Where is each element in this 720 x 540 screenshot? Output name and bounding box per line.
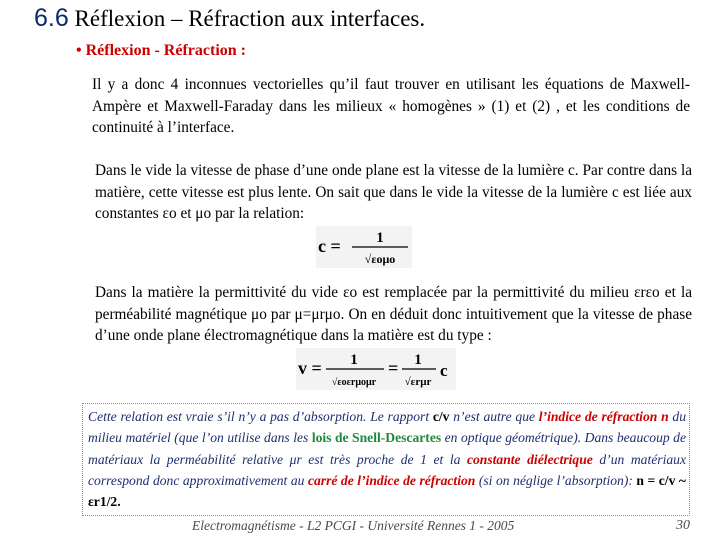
note-t3: n’est autre que xyxy=(449,409,539,424)
paragraph-1: Il y a donc 4 inconnues vectorielles qu’il faut trouver en utilisant les équations de Maxwell-Ampère et Maxwell-Faraday dans les milieux « homogènes » (1) et (2) , et les conditions de continuité à l’interface. xyxy=(92,76,690,136)
note-text xyxy=(88,406,686,512)
note-t8: constante diélectrique xyxy=(466,451,593,467)
formula-2-eq: = xyxy=(388,358,399,378)
section-number: 6.6 xyxy=(34,4,69,32)
formula-phase-velocity xyxy=(296,348,456,390)
formula-2-num2: 1 xyxy=(414,352,422,368)
formula-2-den2: √εrμr xyxy=(404,376,432,388)
title-text: Réflexion – Réfraction aux interfaces. xyxy=(74,6,426,31)
formula-2-den: √εoεrμoμr xyxy=(331,377,377,388)
page-number: 30 xyxy=(676,518,690,533)
slide-title xyxy=(34,4,425,33)
formula-2-c: c xyxy=(440,361,448,380)
formula-1-num: 1 xyxy=(376,230,384,246)
footer: Electromagnétisme - L2 PCGI - Université Rennes 1 - 2005 xyxy=(192,518,515,533)
formula-1-den: √εoμo xyxy=(364,252,396,266)
formula-speed-of-light xyxy=(316,226,412,268)
note-t7: en optique géométrique). Dans beaucoup de matériaux la perméabilité relative μr est très proche de 1 et la xyxy=(88,430,686,467)
paragraph-3: Dans la matière la permittivité du vide εo est remplacée par la permittivité du milieu εrεo et la perméabilité magnétique μo par μ=μrμo. On en déduit donc intuitivement que la vitesse de phase d’une onde plane électromagnétique dans la matière est du type : xyxy=(95,284,692,344)
note-t6: lois de Snell-Descartes xyxy=(311,430,442,446)
note-t10: carré de l’indice de réfraction xyxy=(307,472,476,488)
formula-2-drawing xyxy=(296,348,456,390)
note-t4: l’indice de réfraction n xyxy=(538,409,669,424)
formula-1-drawing xyxy=(316,226,412,268)
paragraph-2: Dans le vide la vitesse de phase d’une onde plane est la vitesse de la lumière c. Par contre dans la matière, cette vitesse est plus lente. On sait que dans le vide la vitesse de la lumière c est liée aux constantes εo et μo par la relation: xyxy=(95,162,692,222)
note-t2: c/v xyxy=(432,409,450,424)
note-t9: d’un matériaux correspond donc approximativement au xyxy=(88,451,686,488)
formula-1-lhs: c = xyxy=(318,236,341,256)
formula-2-lhs: v = xyxy=(298,358,322,378)
note-t12: n = c/v ~ εr1/2. xyxy=(88,472,686,510)
formula-2-num: 1 xyxy=(350,352,358,368)
note-t5: du milieu matériel (que l’on utilise dans les xyxy=(88,409,687,446)
bullet-heading: • Réflexion - Réfraction : xyxy=(76,42,246,59)
note-t11: (si on néglige l’absorption): xyxy=(475,472,637,488)
note-t1: Cette relation est vraie s’il n’y a pas d’absorption. Le rapport xyxy=(88,409,433,424)
